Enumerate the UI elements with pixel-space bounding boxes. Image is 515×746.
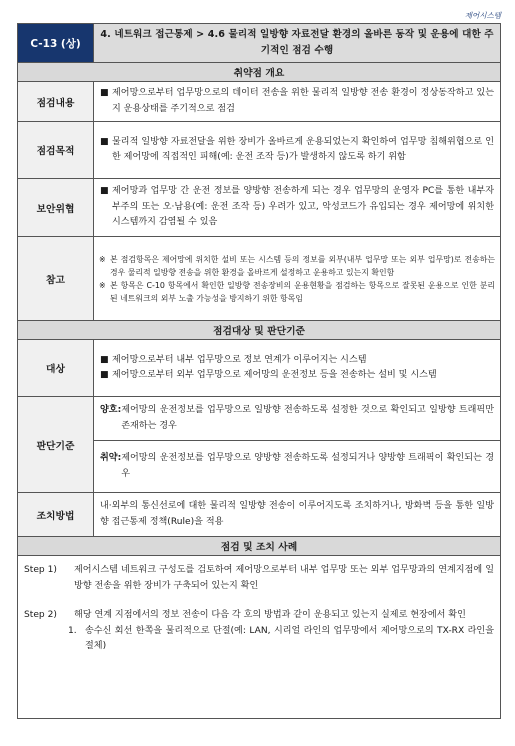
row-text: 제어망과 업무망 간 운전 정보를 양방향 전송하게 되는 경우 업무망의 운영자 PC를 통한 내부자 부주의 또는 오·남용(예: 운전 조작 등) 우려가 있고, 악성코드가 유입되는 경우 제어망에 위치한 시스템까지 감염될 수 있음 [112,186,494,228]
row-label: 대상 [18,340,94,397]
bullet-icon: ■ [100,136,109,147]
row-reference [18,237,501,321]
section-heading-overview: 취약점 개요 [18,63,501,82]
row-text: 제어망으로부터 업무망으로의 데이터 전송을 위한 물리적 일방향 전송 환경이 정상동작하고 있는지 운용상태를 주기적으로 점검 [112,88,494,114]
bullet-icon: ■ [100,186,109,197]
row-label: 판단기준 [18,397,94,493]
row-check-purpose [18,122,501,179]
bullet-icon: ■ [100,354,109,365]
sub-item-text: 송수신 회선 한쪽을 물리적으로 단절(예: LAN, 시리얼 라인의 업무망에서 제어망으로의 TX-RX 라인을 절체) [85,625,494,651]
criteria-good-key: 양호: [100,405,122,415]
row-action [18,493,501,537]
checklist-table [17,23,501,719]
step-1-key: Step 1) [24,565,57,575]
category-label: 제어시스템 [464,11,501,20]
row-label: 점검내용 [18,82,94,122]
note-mark: ※ [99,280,106,290]
bullet-icon: ■ [100,370,109,380]
row-cases [18,556,501,719]
row-criteria-good [18,397,501,441]
criteria-bad-key: 취약: [100,453,122,463]
criteria-bad-text: 제어망의 운전정보를 업무망으로 양방향 전송하도록 설정되거나 양방향 트래픽이 확인되는 경우 [121,453,494,479]
step-1-text: 제어시스템 네트워크 구성도를 검토하여 제어망으로부터 내부 업무망 또는 외부 업무망과의 연계지점에 일방향 전송을 위한 장비가 구축되어 있는지 확인 [74,565,494,591]
section-heading-target: 점검대상 및 판단기준 [18,321,501,340]
item-code: C-13 (상) [18,24,94,63]
bullet-icon: ■ [100,88,109,98]
row-label: 보안위협 [18,179,94,237]
sub-item-key: 1. [68,625,77,636]
row-label: 점검목적 [18,122,94,179]
row-security-threat [18,179,501,237]
target-item: 제어망으로부터 외부 업무망으로 제어망의 운전정보 등을 전송하는 설비 및 시스템 [112,370,437,380]
row-label: 조치방법 [18,493,94,537]
row-check-content [18,82,501,122]
note-mark: ※ [99,254,106,264]
header-row [18,24,501,63]
reference-note: 본 항목은 C-10 항목에서 확인한 일방향 전송장비의 운용현황을 점검하는 항목으로 잘못된 운용으로 인한 분리된 네트워크의 외부 노출 가능성을 방지하기 위한 항목임 [110,280,495,303]
step-2-text: 해당 연계 지점에서의 정보 전송이 다음 각 호의 방법과 같이 운용되고 있는지 실제로 현장에서 확인 [74,610,466,620]
reference-note: 본 점검항목은 제어망에 위치한 설비 또는 시스템 등의 정보를 외부(내부 업무망 또는 외부 업무망)로 전송하는 경우 물리적 일방향 전송을 위한 환경을 올바르게 설정하고 운용하고 있는지 확인함 [110,254,495,277]
row-target [18,340,501,397]
section-heading-cases: 점검 및 조치 사례 [18,537,501,556]
item-title: 4. 네트워크 접근통제 > 4.6 물리적 일방향 자료전달 환경의 올바른 동작 및 운용에 대한 주기적인 점검 수행 [94,24,501,63]
target-item: 제어망으로부터 내부 업무망으로 정보 연계가 이루어지는 시스템 [112,354,367,365]
row-label: 참고 [18,237,94,321]
action-text: 내·외부의 통신선로에 대한 물리적 일방향 전송이 이루어지도록 조치하거나, 방화벽 등을 통한 일방향 접근통제 정책(Rule)을 적용 [94,493,501,537]
criteria-good-text: 제어망의 운전정보를 업무망으로 일방향 전송하도록 설정한 것으로 확인되고 일방향 트래픽만 존재하는 경우 [121,405,494,431]
row-text: 물리적 일방향 자료전달을 위한 장비가 올바르게 운용되었는지 확인하여 업무망 침해위협으로 인한 제어망에 직접적인 피해(예: 운전 조작 등)가 발생하지 않도록 하기 위함 [112,136,494,162]
step-2-key: Step 2) [24,610,57,620]
